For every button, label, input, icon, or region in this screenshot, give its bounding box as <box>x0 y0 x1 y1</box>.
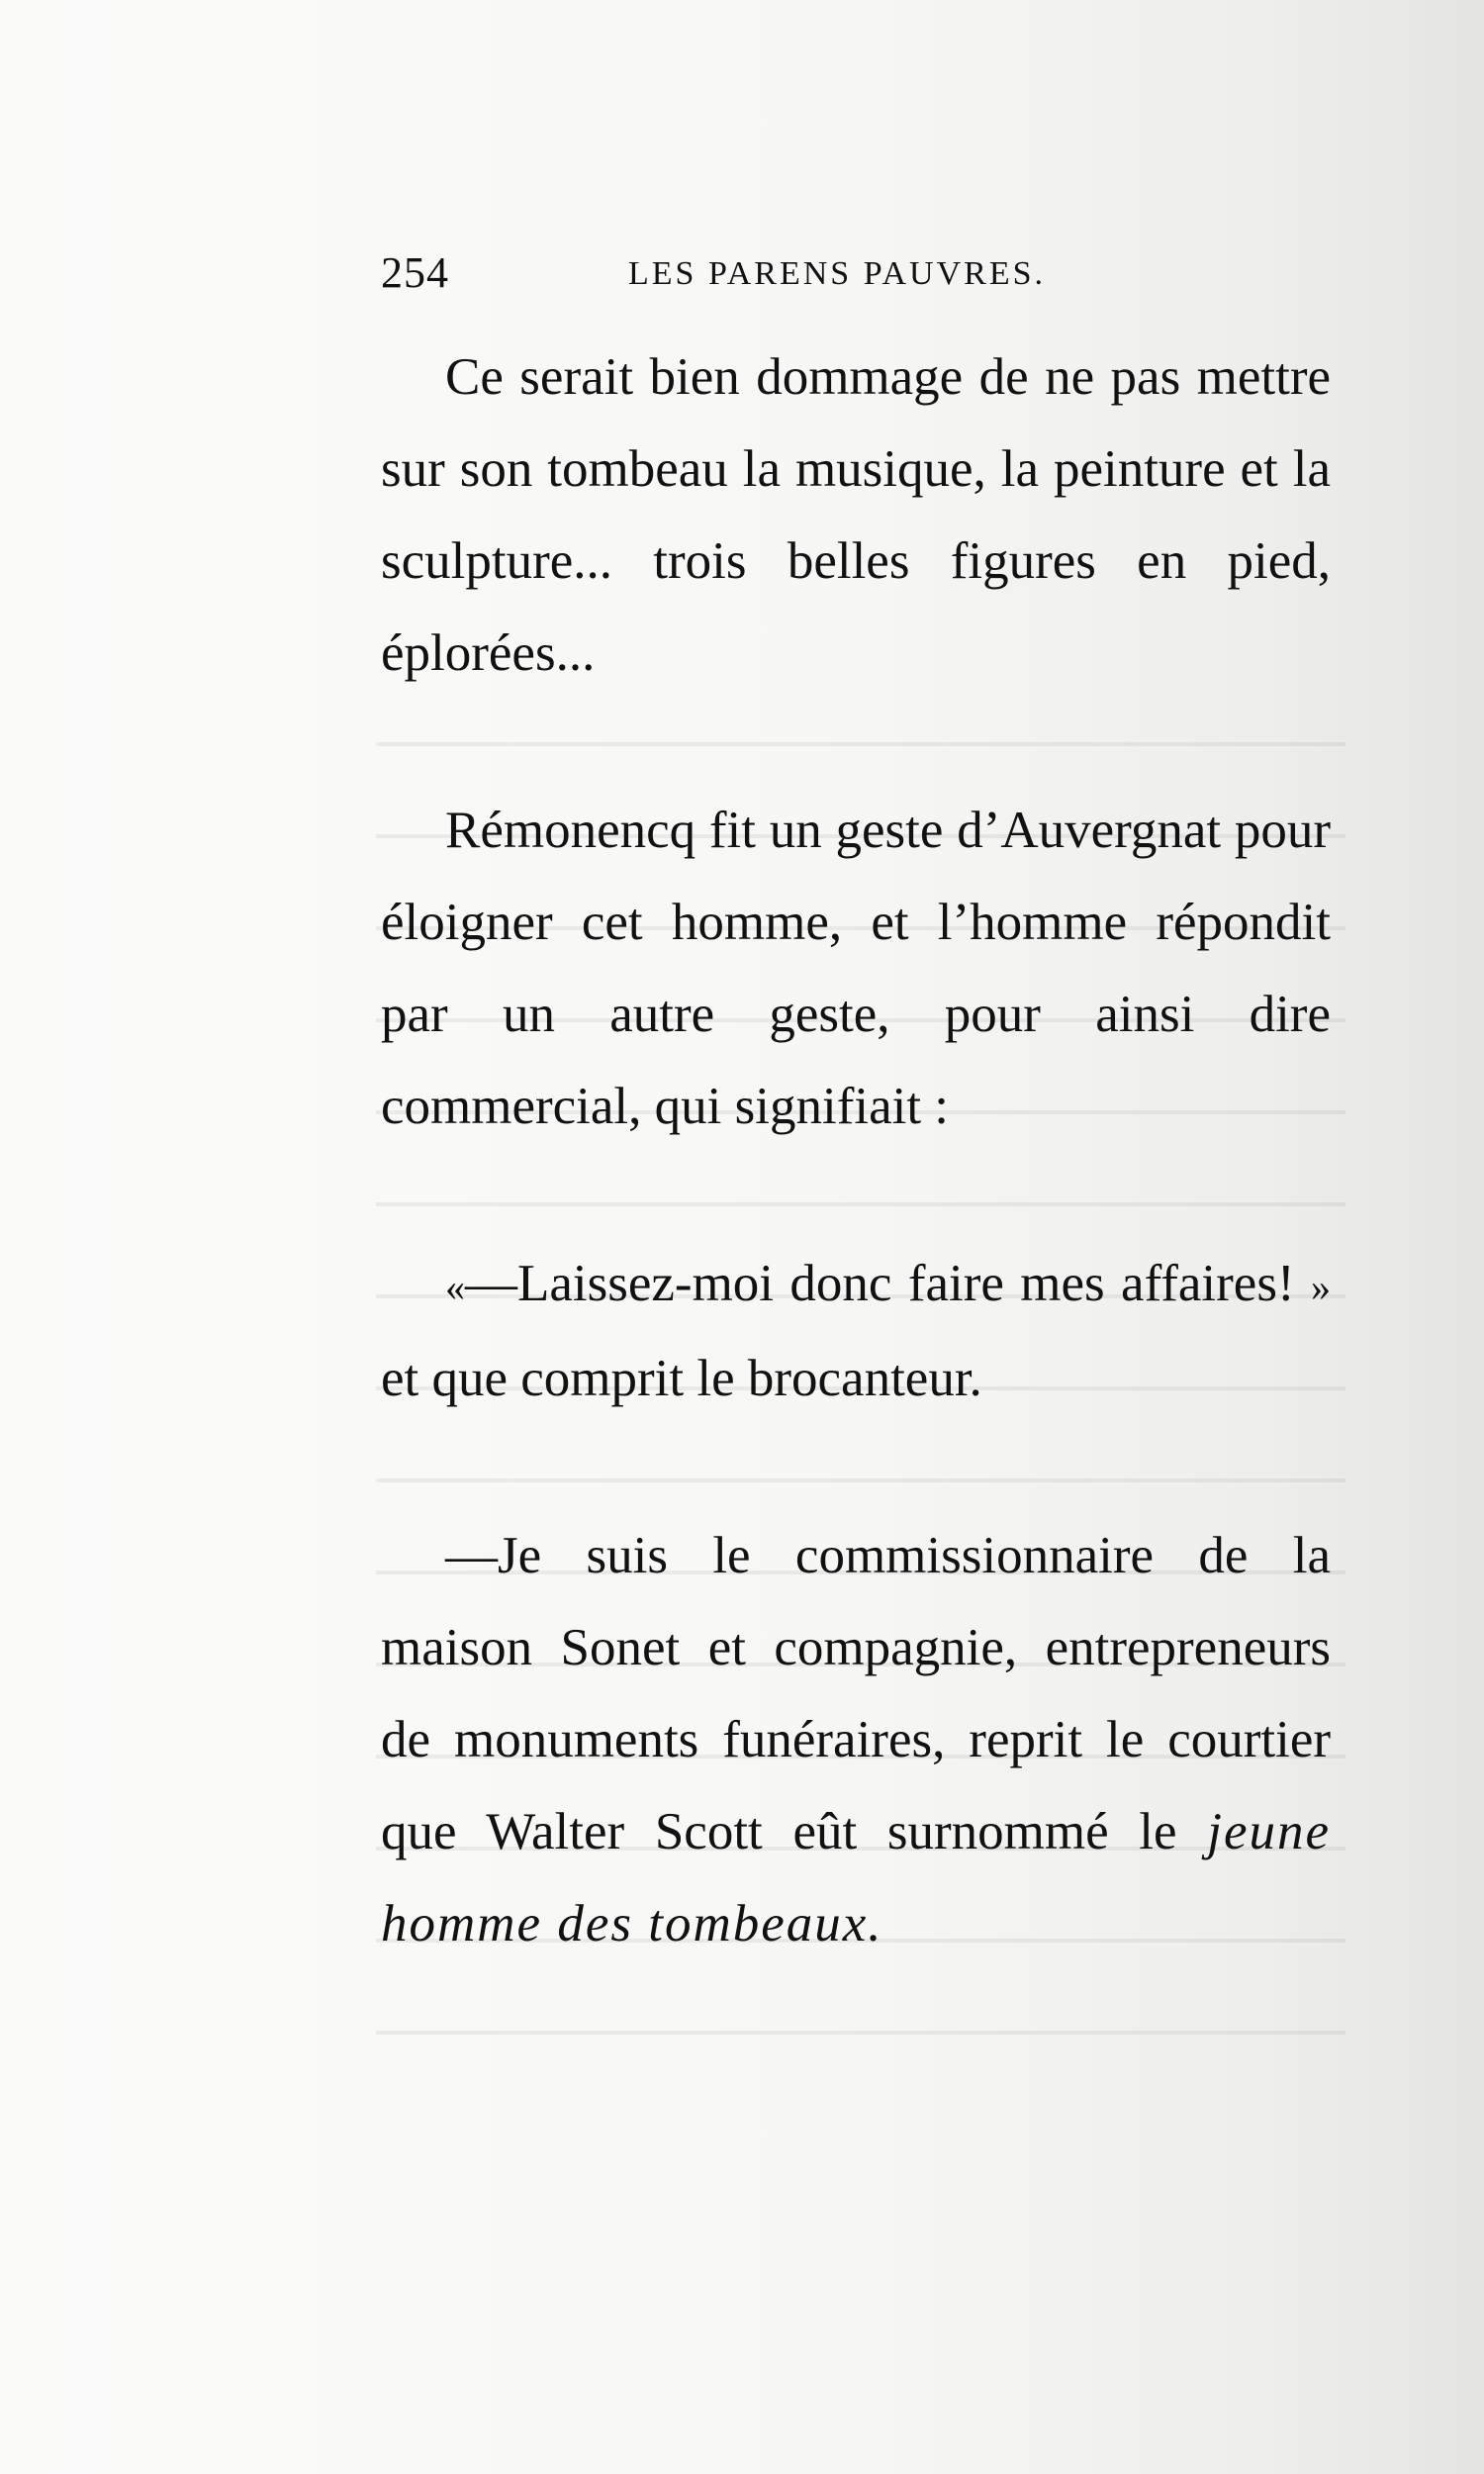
paragraph-4 <box>381 1510 1331 1970</box>
paragraph-2: Rémonencq fit un geste d’Auvergnat pour éloigner cet homme, et l’homme répondit par un autre geste, pour ainsi dire commercial, qui signifiait : <box>381 802 1331 1135</box>
open-guillemet: « <box>445 1265 465 1309</box>
quoted-speech: —Laissez-moi donc faire mes affaires! <box>465 1255 1295 1312</box>
narration-after-quote: et que comprit le brocanteur. <box>381 1350 982 1407</box>
page-number: 254 <box>381 248 449 297</box>
body-text <box>381 332 1331 1970</box>
paragraph-1: Ce serait bien dommage de ne pas mettre sur son tombeau la musique, la peinture et la sculpture... trois belles figures en pied, éplorées... <box>381 348 1331 682</box>
page-header <box>381 247 1331 307</box>
running-title: LES PARENS PAUVRES. <box>628 255 1047 292</box>
paragraph-4-text: —Je suis le commissionnaire de la maison Sonet et compagnie, entrepreneurs de monuments funéraires, reprit le courtier que Walter Scott eût surnommé le <box>381 1527 1331 1860</box>
italic-phrase: jeune homme des tombeaux. <box>381 1803 1331 1952</box>
paragraph-3 <box>381 1238 1331 1425</box>
close-guillemet: » <box>1311 1265 1331 1309</box>
